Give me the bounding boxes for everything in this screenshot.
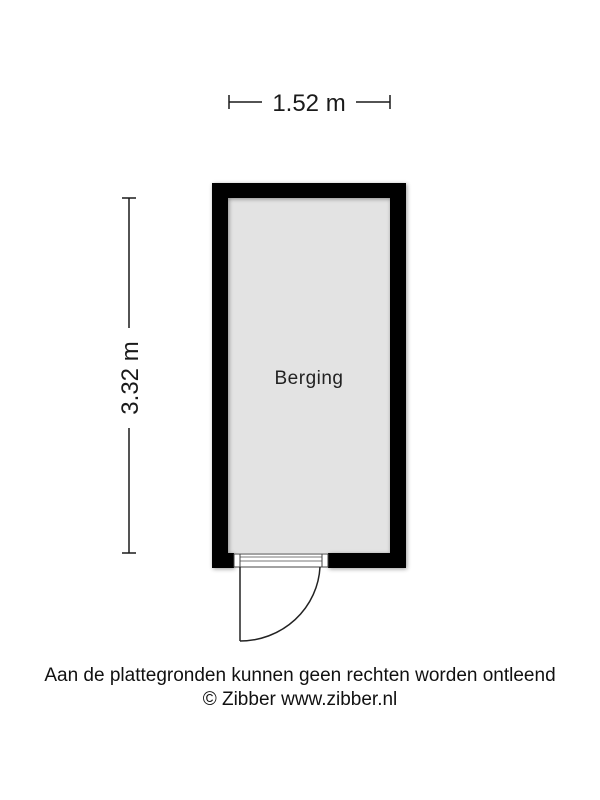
door-swing-arc bbox=[240, 567, 320, 641]
footer bbox=[0, 664, 600, 712]
door-swing bbox=[240, 567, 320, 641]
wall-right bbox=[390, 183, 406, 568]
wall-left bbox=[212, 183, 228, 568]
door-frame bbox=[234, 554, 328, 567]
copyright-text: © Zibber www.zibber.nl bbox=[202, 689, 398, 710]
wall-bottom-right bbox=[328, 553, 406, 568]
disclaimer-text: Aan de plattegronden kunnen geen rechten worden ontleend bbox=[44, 665, 556, 686]
width-dimension-label: 1.52 m bbox=[272, 90, 346, 117]
door-jamb-left bbox=[234, 554, 240, 567]
door-jamb-right bbox=[322, 554, 328, 567]
width-dimension bbox=[229, 90, 390, 117]
wall-bottom-left bbox=[212, 553, 234, 568]
room-label-berging: Berging bbox=[274, 368, 344, 389]
height-dimension bbox=[117, 198, 144, 553]
wall-top bbox=[212, 183, 406, 198]
height-dimension-label: 3.32 m bbox=[117, 341, 144, 415]
